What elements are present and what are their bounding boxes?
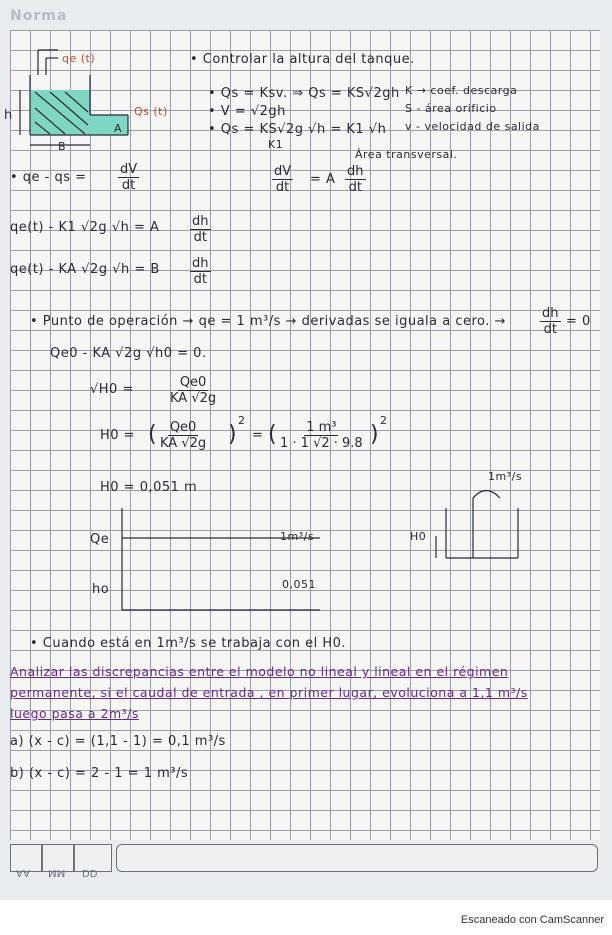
equation-2-fraction: $\frac{dh}{dt}$ xyxy=(192,256,209,287)
operating-point: • Punto de operación → qe = 1 m³/s → derivadas se iguala a cero. → xyxy=(30,314,506,329)
qe-level-label: 1m³/s xyxy=(280,530,315,543)
equals-a: = A xyxy=(310,172,336,187)
step-axis-label: H0 xyxy=(410,530,427,543)
qs-expanded: • Qs = KS√2g √h = K1 √h xyxy=(208,122,387,137)
scanner-watermark: Escaneado con CamScanner xyxy=(460,914,604,926)
objective-line: • Controlar la altura del tanque. xyxy=(190,52,415,67)
h0-paren-2: ) xyxy=(228,422,238,447)
answer-b: b) (x - c) = 2 - 1 = 1 m³/s xyxy=(10,766,189,781)
dv-num: dV xyxy=(274,164,292,179)
date-label-dd: DD xyxy=(82,867,98,878)
h0-fraction-1: $\frac{Qe0}{KA √2g}$ xyxy=(160,420,207,451)
velocity-definition: • V = √2gh xyxy=(208,104,286,119)
step-input-sketch xyxy=(428,478,528,568)
orifice-label: A xyxy=(114,122,123,135)
h0-mid: = xyxy=(252,428,264,443)
question-line-2: permanente, si el caudal de entrada , en primer lugar, evoluciona a 1,1 m³/s xyxy=(10,685,528,700)
notebook-brand: Norma xyxy=(10,8,68,24)
sqrt-h0-fraction: $\frac{Qe0}{KA √2g}$ xyxy=(170,375,217,406)
h0-lhs: H0 = xyxy=(100,428,136,443)
inflow-label: qe (t) xyxy=(62,52,96,65)
operating-levels-sketch xyxy=(110,508,330,618)
question-line-3: luego pasa a 2m³/s xyxy=(10,706,139,721)
h0-exp-2: 2 xyxy=(380,414,388,427)
equation-1: qe(t) - K1 √2g √h = A xyxy=(10,220,160,235)
legend-k: K → coef. descarga xyxy=(405,84,518,97)
date-label-aa: AA xyxy=(16,867,30,878)
ho-level-label: 0,051 xyxy=(282,578,316,591)
sqrt-h0: √H0 = xyxy=(90,382,134,397)
h0-paren-1: ( xyxy=(148,422,158,447)
dv-den: dt xyxy=(275,180,290,195)
answer-a: a) (x - c) = (1,1 - 1) = 0,1 m³/s xyxy=(10,734,226,749)
tank-diagram xyxy=(10,30,150,160)
mass-balance: • qe - qs = xyxy=(10,170,87,185)
qe-axis-label: Qe xyxy=(90,532,110,547)
op-dh-dt: $\frac{dh}{dt}$ xyxy=(542,306,559,337)
qs-expanded-den: K1 xyxy=(268,138,284,151)
equation-1-fraction: $\frac{dh}{dt}$ xyxy=(192,214,209,245)
date-boxes xyxy=(10,840,600,876)
dv-dt-fraction xyxy=(272,164,293,195)
notes-box xyxy=(116,844,598,872)
grid-paper xyxy=(4,30,600,840)
height-label: h xyxy=(4,108,13,123)
area-note: Área transversal. xyxy=(355,148,458,161)
ho-axis-label: ho xyxy=(92,582,110,597)
dh-dt-fraction xyxy=(345,164,366,195)
equation-2: qe(t) - KA √2g √h = B xyxy=(10,262,160,277)
legend-v: v - velocidad de salida xyxy=(405,120,540,133)
legend-s: S - área orificio xyxy=(405,102,497,115)
h0-exp-1: 2 xyxy=(238,414,246,427)
qs-definition: • Qs = Ksv. ⇒ Qs = KS√2gh xyxy=(208,86,400,101)
dh-num: dh xyxy=(347,164,364,179)
outflow-label: Qs (t) xyxy=(134,105,168,118)
h0-fraction-2: $\frac{\text{1 m³}}{1 \cdot 1 √2 \cdot 9.8}$ xyxy=(280,420,363,451)
h0-paren-4: ) xyxy=(370,422,380,447)
date-label-mm: MM xyxy=(48,867,66,878)
step-label: 1m³/s xyxy=(488,470,523,483)
qe0-equation: Qe0 - KA √2g √h0 = 0. xyxy=(50,346,207,361)
op-equals-zero: = 0 xyxy=(566,314,591,329)
base-label: B xyxy=(58,140,67,153)
balance-fraction: $\frac{dV}{dt}$ xyxy=(120,162,138,193)
h0-result: H0 = 0,051 m xyxy=(100,480,198,495)
dh-den: dt xyxy=(348,180,362,195)
working-note: • Cuando está en 1m³/s se trabaja con el H0. xyxy=(30,636,347,651)
h0-paren-3: ( xyxy=(268,422,278,447)
question-line-1: Analizar las discrepancias entre el modelo no lineal y lineal en el régimen xyxy=(10,664,509,679)
